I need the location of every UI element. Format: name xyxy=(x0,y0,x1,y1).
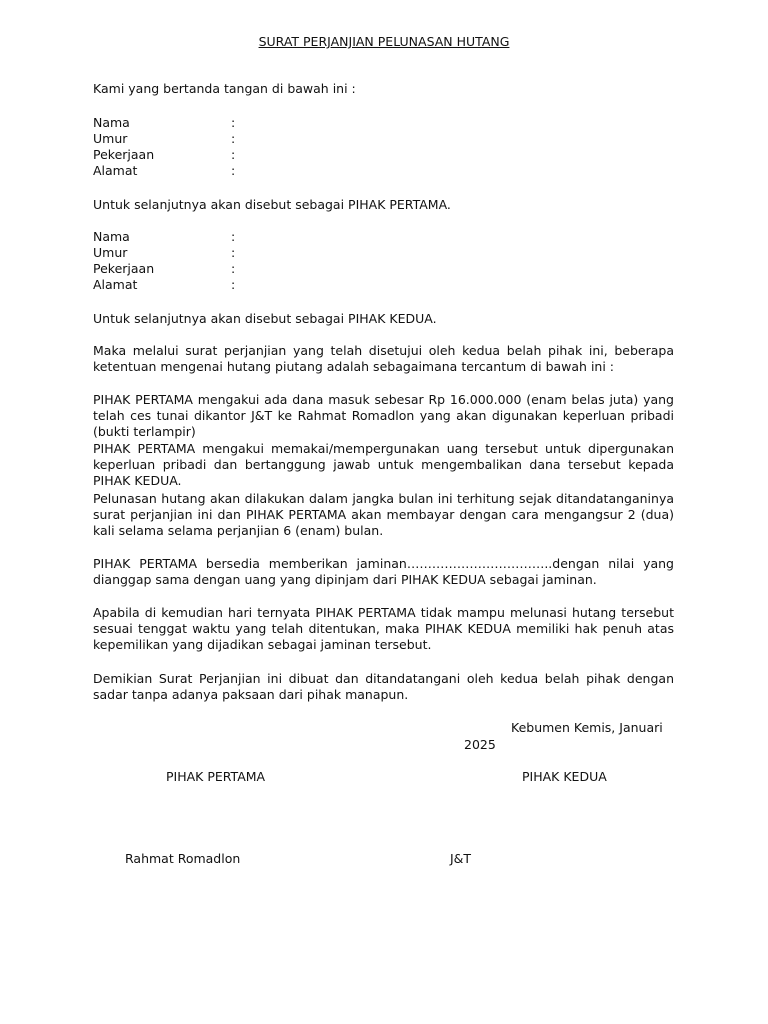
party-one-name-colon: : xyxy=(231,115,236,130)
party-one-age-label: Umur xyxy=(93,131,128,146)
party-one-address-colon: : xyxy=(231,163,236,178)
signature-name-party-two: J&T xyxy=(450,851,472,866)
paragraph-collateral: PIHAK PERTAMA bersedia memberikan jaminan……………………………..dengan nilai yang dianggap sama dengan uang yang dipinjam dari PIHAK KEDUA sebagai jaminan. xyxy=(93,556,674,587)
party-two-name-label: Nama xyxy=(93,229,130,244)
signature-label-party-two: PIHAK KEDUA xyxy=(522,769,607,784)
party-two-age-label: Umur xyxy=(93,245,128,260)
party-two-age-colon: : xyxy=(231,245,236,260)
party-two-job-label: Pekerjaan xyxy=(93,261,155,276)
party-two-address-colon: : xyxy=(231,277,236,292)
document-title: SURAT PERJANJIAN PELUNASAN HUTANG xyxy=(258,34,510,49)
party-two-job-colon: : xyxy=(231,261,236,276)
party-one-statement: Untuk selanjutnya akan disebut sebagai PIHAK PERTAMA. xyxy=(93,197,451,212)
party-two-statement: Untuk selanjutnya akan disebut sebagai PIHAK KEDUA. xyxy=(93,311,437,326)
paragraph-repayment-terms: Pelunasan hutang akan dilakukan dalam jangka bulan ini terhitung sejak ditandatanganinya surat perjanjian ini dan PIHAK PERTAMA akan membayar dengan cara mengangsur 2 (dua) kali selama selama perjanjian 6 (enam) bulan. xyxy=(93,491,674,538)
party-one-age-colon: : xyxy=(231,131,236,146)
paragraph-usage-responsibility: PIHAK PERTAMA mengakui memakai/mempergunakan uang tersebut untuk dipergunakan keperluan pribadi dan bertanggung jawab untuk mengembalikan dana tersebut kepada PIHAK KEDUA. xyxy=(93,441,674,488)
party-one-address-label: Alamat xyxy=(93,163,138,178)
paragraph-default-clause: Apabila di kemudian hari ternyata PIHAK PERTAMA tidak mampu melunasi hutang tersebut sesuai tenggat waktu yang telah ditentukan, maka PIHAK KEDUA memiliki hak penuh atas kepemilikan yang dijadikan sebagai jaminan tersebut. xyxy=(93,605,674,652)
paragraph-provisions-intro: Maka melalui surat perjanjian yang telah disetujui oleh kedua belah pihak ini, beberapa ketentuan mengenai hutang piutang adalah sebagaimana tercantum di bawah ini : xyxy=(93,343,674,374)
signature-label-party-one: PIHAK PERTAMA xyxy=(166,769,266,784)
party-one-job-colon: : xyxy=(231,147,236,162)
party-one-job-label: Pekerjaan xyxy=(93,147,155,162)
party-one-name-label: Nama xyxy=(93,115,130,130)
paragraph-closing: Demikian Surat Perjanjian ini dibuat dan ditandatangani oleh kedua belah pihak dengan sadar tanpa adanya paksaan dari pihak manapun. xyxy=(93,671,674,702)
paragraph-fund-acknowledgement: PIHAK PERTAMA mengakui ada dana masuk sebesar Rp 16.000.000 (enam belas juta) yang telah ces tunai dikantor J&T ke Rahmat Romadlon yang akan digunakan keperluan pribadi (bukti terlampir) xyxy=(93,392,674,439)
place-date-line1: Kebumen Kemis, Januari xyxy=(511,720,663,735)
party-two-name-colon: : xyxy=(231,229,236,244)
intro-text: Kami yang bertanda tangan di bawah ini : xyxy=(93,81,356,96)
party-two-address-label: Alamat xyxy=(93,277,138,292)
place-date-line2: 2025 xyxy=(464,737,496,752)
signature-name-party-one: Rahmat Romadlon xyxy=(125,851,241,866)
